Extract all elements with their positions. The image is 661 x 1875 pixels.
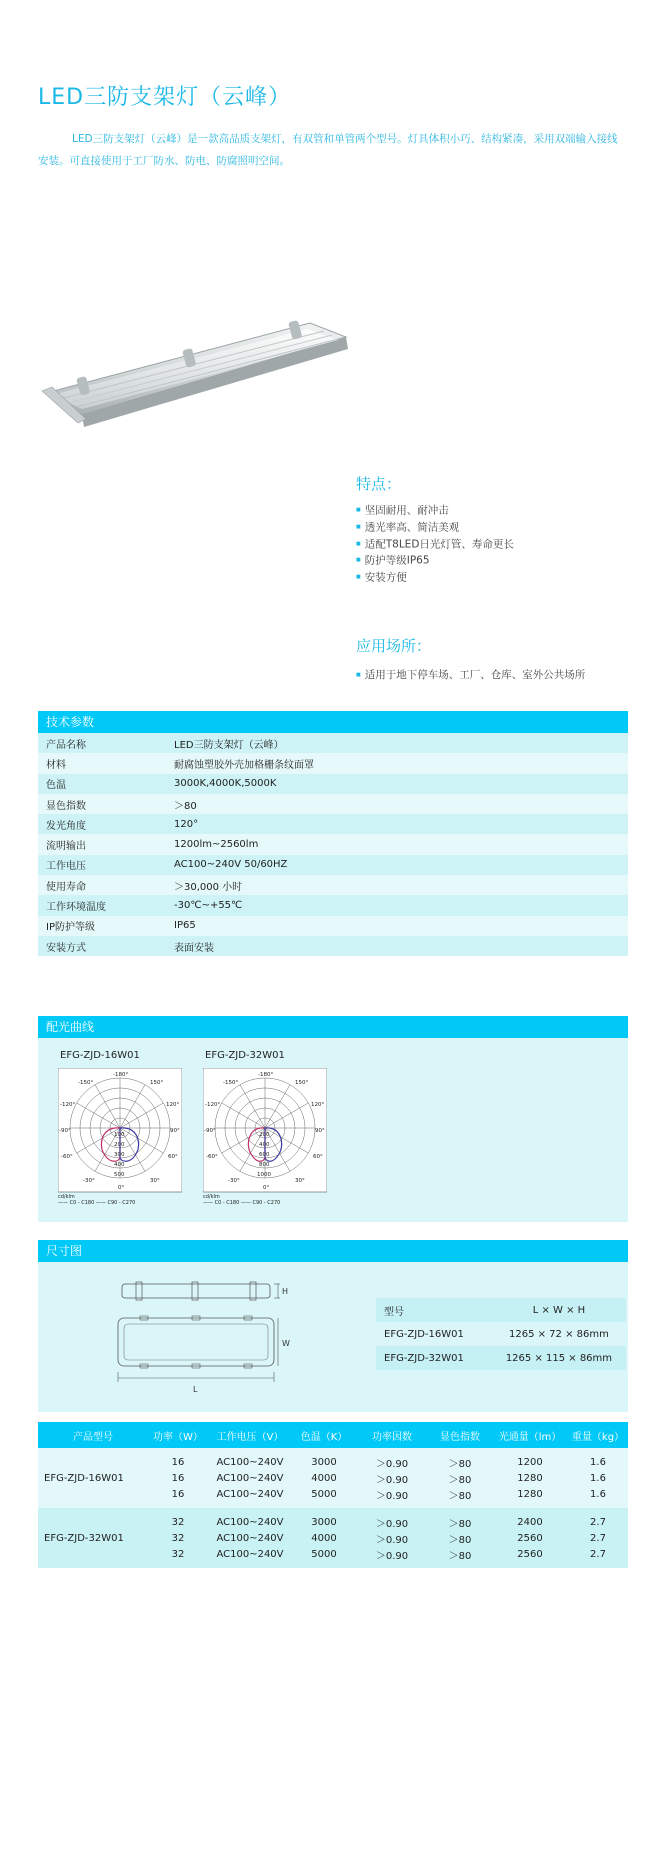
- dim-w-label: W: [282, 1339, 290, 1348]
- cell: 16: [148, 1486, 208, 1502]
- curve-unit: cd/klm: [203, 1194, 220, 1200]
- table-row: [38, 733, 628, 753]
- specs-table: [38, 733, 628, 956]
- table-row: [38, 834, 628, 854]
- angle-label: -90°: [204, 1128, 216, 1134]
- cell: ＞80: [428, 1486, 492, 1502]
- dimension-drawing: [110, 1280, 310, 1400]
- polar-chart-1: [58, 1068, 182, 1204]
- polar-chart-2: [203, 1068, 327, 1204]
- dim-model: EFG-ZJD-32W01: [376, 1346, 485, 1370]
- spec-value: ＞80: [166, 794, 628, 814]
- table-row: [38, 814, 628, 834]
- cell: 2.7: [568, 1514, 628, 1530]
- page-title: LED三防支架灯（云峰）: [38, 85, 292, 110]
- cell: ＞0.90: [356, 1546, 428, 1562]
- cell: 1.6: [568, 1454, 628, 1470]
- feature-item: ■ 坚固耐用、耐冲击: [356, 502, 514, 519]
- angle-label: -30°: [83, 1178, 95, 1184]
- cell: AC100~240V: [208, 1546, 292, 1562]
- angle-label: 0°: [263, 1185, 270, 1191]
- ring-label: 400: [114, 1162, 125, 1168]
- spec-key: 显色指数: [38, 794, 166, 814]
- spec-key: IP防护等级: [38, 916, 166, 936]
- table-row: [376, 1298, 626, 1322]
- cell: ＞0.90: [356, 1530, 428, 1546]
- spec-value: AC100~240V 50/60HZ: [166, 855, 628, 875]
- angle-label: -120°: [205, 1102, 221, 1108]
- cell: 2560: [492, 1530, 568, 1546]
- ring-label: 1000: [257, 1172, 271, 1178]
- table-row: [38, 1514, 628, 1530]
- cell: 4000: [292, 1530, 356, 1546]
- column-header: 工作电压（V）: [208, 1422, 292, 1448]
- intro-text: LED三防支架灯（云峰）是一款高品质支架灯，有双管和单管两个型号。灯具体积小巧、结构紧凑，采用双端输入接线安装。可直接使用于工厂防水、防电、防腐照明空间。: [38, 133, 618, 167]
- cell: 32: [148, 1514, 208, 1530]
- cell: 16: [148, 1454, 208, 1470]
- spec-value: 表面安装: [166, 936, 628, 956]
- dim-size: 1265 × 115 × 86mm: [485, 1346, 626, 1370]
- angle-label: 120°: [166, 1102, 180, 1108]
- cell: 16: [148, 1470, 208, 1486]
- angle-label: 30°: [150, 1178, 160, 1184]
- model-name: EFG-ZJD-32W01: [38, 1514, 148, 1562]
- spec-key: 工作环境温度: [38, 895, 166, 915]
- table-row: [38, 855, 628, 875]
- spec-value: -30℃~+55℃: [166, 895, 628, 915]
- angle-label: 90°: [315, 1128, 325, 1134]
- specs-heading: 技术参数: [38, 711, 628, 733]
- ring-label: 500: [114, 1172, 125, 1178]
- cell: ＞80: [428, 1454, 492, 1470]
- feature-item: ■ 适配T8LED日光灯管、寿命更长: [356, 536, 514, 553]
- cell: AC100~240V: [208, 1514, 292, 1530]
- table-row: [38, 936, 628, 956]
- model-name: EFG-ZJD-16W01: [38, 1454, 148, 1502]
- table-row: [38, 895, 628, 915]
- top-view: [118, 1318, 274, 1366]
- models-table: [38, 1422, 628, 1568]
- ring-label: 300: [114, 1152, 125, 1158]
- ring-label: 200: [114, 1142, 125, 1148]
- spec-key: 色温: [38, 774, 166, 794]
- table-row: [38, 794, 628, 814]
- application-item: ■ 适用于地下停车场、工厂、仓库、室外公共场所: [356, 667, 585, 682]
- angle-label: 0°: [118, 1185, 125, 1191]
- angle-label: -90°: [59, 1128, 71, 1134]
- applications-list: [356, 667, 585, 682]
- ring-label: 400: [259, 1142, 270, 1148]
- angle-label: 150°: [150, 1080, 164, 1086]
- table-row: [376, 1346, 626, 1370]
- cell: ＞0.90: [356, 1486, 428, 1502]
- feature-item: ■ 防护等级IP65: [356, 552, 514, 569]
- column-header: 功率（W）: [148, 1422, 208, 1448]
- table-row: [38, 774, 628, 794]
- cell: 5000: [292, 1546, 356, 1562]
- dim-h-label: H: [282, 1287, 289, 1296]
- spec-value: 120°: [166, 814, 628, 834]
- curve-model-label: EFG-ZJD-16W01: [60, 1050, 140, 1061]
- cell: ＞80: [428, 1530, 492, 1546]
- curve-legend: —— C0 - C180 —— C90 - C270: [203, 1200, 281, 1204]
- spec-value: LED三防支架灯（云峰）: [166, 733, 628, 753]
- dim-model: EFG-ZJD-16W01: [384, 1328, 464, 1340]
- spec-key: 流明输出: [38, 834, 166, 854]
- curve-legend: —— C0 - C180 —— C90 - C270: [58, 1200, 136, 1204]
- angle-label: -180°: [113, 1072, 129, 1078]
- angle-label: -150°: [78, 1080, 94, 1086]
- cell: 3000: [292, 1514, 356, 1530]
- table-row: [38, 1454, 628, 1470]
- cell: 1280: [492, 1470, 568, 1486]
- angle-label: 120°: [311, 1102, 325, 1108]
- cell: ＞80: [428, 1470, 492, 1486]
- ring-label: 200: [259, 1132, 270, 1138]
- cell: 2560: [492, 1546, 568, 1562]
- angle-label: -60°: [61, 1154, 73, 1160]
- cell: ＞80: [428, 1514, 492, 1530]
- ring-label: 600: [259, 1152, 270, 1158]
- angle-label: -30°: [228, 1178, 240, 1184]
- angle-label: -120°: [60, 1102, 76, 1108]
- dim-l-label: L: [193, 1385, 198, 1394]
- table-header-row: [38, 1422, 628, 1448]
- cell: AC100~240V: [208, 1454, 292, 1470]
- feature-item: ■ 安装方便: [356, 569, 514, 586]
- cell: 32: [148, 1546, 208, 1562]
- cell: 1.6: [568, 1486, 628, 1502]
- spec-key: 材料: [38, 753, 166, 773]
- angle-label: -60°: [206, 1154, 218, 1160]
- cell: 4000: [292, 1470, 356, 1486]
- spec-value: ＞30,000 小时: [166, 875, 628, 895]
- features-heading: 特点：: [356, 475, 402, 493]
- angle-label: 90°: [170, 1128, 180, 1134]
- feature-item: ■ 透光率高、简洁美观: [356, 519, 514, 536]
- cell: 2.7: [568, 1546, 628, 1562]
- angle-label: 60°: [313, 1154, 323, 1160]
- spec-value: IP65: [166, 916, 628, 936]
- ring-label: 800: [259, 1162, 270, 1168]
- features-list: [356, 502, 514, 586]
- cell: 2.7: [568, 1530, 628, 1546]
- spec-key: 产品名称: [38, 733, 166, 753]
- angle-label: 30°: [295, 1178, 305, 1184]
- column-header: 光通量（lm）: [492, 1422, 568, 1448]
- column-header: 产品型号: [38, 1422, 148, 1448]
- applications-heading: 应用场所：: [356, 637, 432, 655]
- cell: ＞0.90: [356, 1454, 428, 1470]
- column-header: 重量（kg）: [568, 1422, 628, 1448]
- cell: 3000: [292, 1454, 356, 1470]
- spec-key: 工作电压: [38, 855, 166, 875]
- cell: AC100~240V: [208, 1486, 292, 1502]
- dimensions-table: [376, 1298, 626, 1370]
- spec-key: 发光角度: [38, 814, 166, 834]
- dim-lwh-header: L × W × H: [485, 1298, 626, 1322]
- spec-value: 3000K,4000K,5000K: [166, 774, 628, 794]
- angle-label: 60°: [168, 1154, 178, 1160]
- angle-label: 150°: [295, 1080, 309, 1086]
- column-header: 功率因数: [356, 1422, 428, 1448]
- angle-label: -150°: [223, 1080, 239, 1086]
- spec-key: 使用寿命: [38, 875, 166, 895]
- table-row: [376, 1322, 626, 1346]
- curves-heading: 配光曲线: [38, 1016, 628, 1038]
- cell: AC100~240V: [208, 1530, 292, 1546]
- cell: ＞0.90: [356, 1514, 428, 1530]
- table-row: [38, 916, 628, 936]
- product-image: [38, 315, 368, 435]
- table-row: [38, 753, 628, 773]
- side-view: [122, 1284, 270, 1298]
- spec-value: 耐腐蚀塑胶外壳加格栅条纹面罩: [166, 753, 628, 773]
- cell: 1200: [492, 1454, 568, 1470]
- dimensions-heading: 尺寸图: [38, 1240, 628, 1262]
- cell: ＞0.90: [356, 1470, 428, 1486]
- angle-label: -180°: [258, 1072, 274, 1078]
- ring-label: 100: [114, 1132, 125, 1138]
- column-header: 显色指数: [428, 1422, 492, 1448]
- cell: 32: [148, 1530, 208, 1546]
- dim-size: 1265 × 72 × 86mm: [509, 1328, 609, 1340]
- cell: ＞80: [428, 1546, 492, 1562]
- dim-model-header: 型号: [376, 1298, 485, 1322]
- curve-unit: cd/klm: [58, 1194, 75, 1200]
- spec-value: 1200lm~2560lm: [166, 834, 628, 854]
- cell: 2400: [492, 1514, 568, 1530]
- cell: 1280: [492, 1486, 568, 1502]
- cell: AC100~240V: [208, 1470, 292, 1486]
- column-header: 色温（K）: [292, 1422, 356, 1448]
- curve-model-label: EFG-ZJD-32W01: [205, 1050, 285, 1061]
- cell: 5000: [292, 1486, 356, 1502]
- cell: 1.6: [568, 1470, 628, 1486]
- table-row: [38, 875, 628, 895]
- spec-key: 安装方式: [38, 936, 166, 956]
